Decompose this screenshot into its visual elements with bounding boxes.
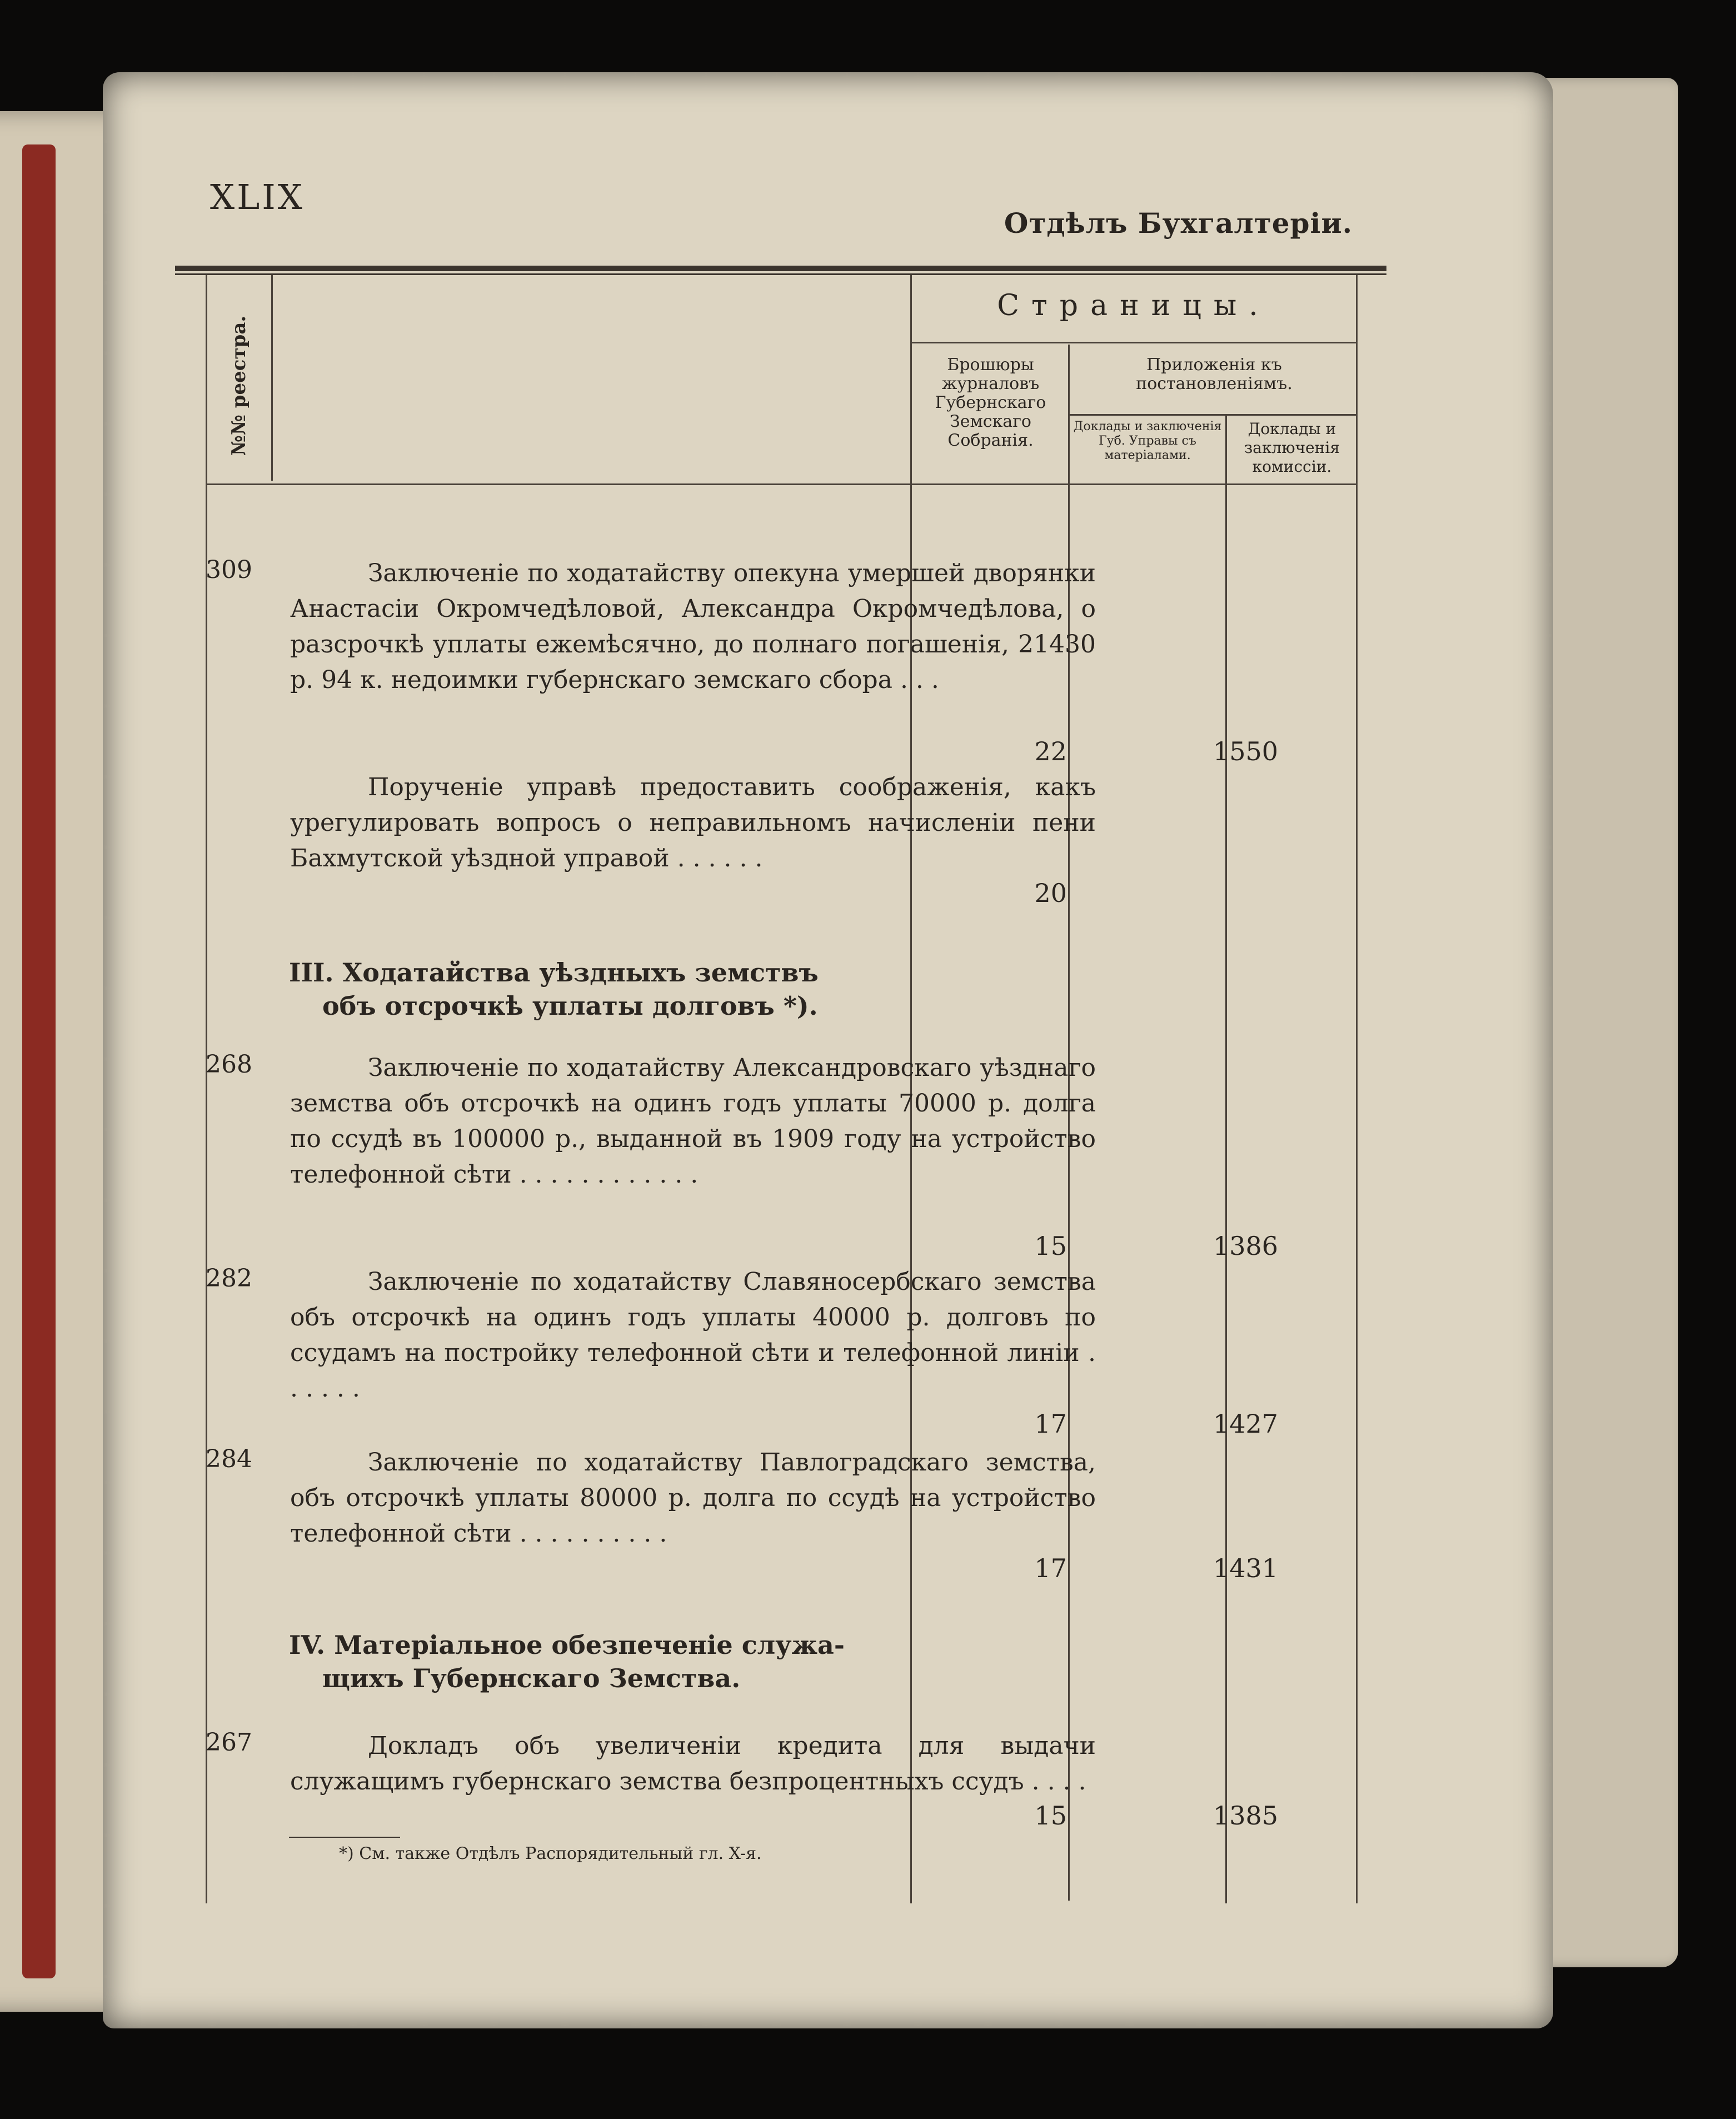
reports-board-header: Доклады и заключенія Губ. Управы съ матеріалами. bbox=[1073, 420, 1222, 462]
entry-text: Заключеніе по ходатайству Александровскаго уѣзднаго земства объ отсрочкѣ на одинъ годъ уплаты 70000 р. долга по ссудѣ въ 100000 р., выданной въ 1909 году на устройство телефонной сѣти . . . . . . . . . . . . bbox=[290, 1054, 1096, 1189]
header-sep-pages bbox=[911, 342, 1356, 343]
footnote-rule bbox=[289, 1837, 400, 1838]
table-border-num bbox=[271, 275, 273, 481]
entry-text: Докладъ объ увеличеніи кредита для выдачи служащимъ губернскаго земства безпроцентныхъ ссудъ . . . . bbox=[290, 1732, 1096, 1796]
section-heading bbox=[289, 1628, 945, 1695]
brochure-page: 20 bbox=[1034, 878, 1067, 908]
heading-line: объ отсрочкѣ уплаты долговъ *). bbox=[322, 991, 818, 1021]
heading-line: щихъ Губернскаго Земства. bbox=[322, 1663, 741, 1693]
table-border-left bbox=[206, 275, 207, 1903]
entry-text: Порученіе управѣ предоставить соображенія, какъ урегулировать вопросъ о неправильномъ начисленіи пени Бахмутской уѣздной управой . . . . . . bbox=[290, 773, 1096, 872]
entry-text: Заключеніе по ходатайству Славяносербскаго земства объ отсрочкѣ на одинъ годъ уплаты 40000 р. долговъ по ссудамъ на постройку телефонной сѣти и телефонной линіи . . . . . . bbox=[290, 1268, 1096, 1403]
registry-number: 309 bbox=[206, 556, 252, 584]
header-sep-appendices bbox=[1070, 414, 1356, 416]
registry-number: 267 bbox=[206, 1728, 252, 1757]
footnote: *) См. также Отдѣлъ Распорядительный гл. X-я. bbox=[339, 1844, 762, 1863]
registry-number: 268 bbox=[206, 1050, 252, 1079]
brochure-page: 17 bbox=[1034, 1553, 1067, 1583]
page-number: XLIX bbox=[210, 177, 305, 217]
section-heading bbox=[289, 956, 945, 1023]
appendix-page: 1386 bbox=[1213, 1231, 1278, 1261]
reports-commission-header: Доклады и заключенія комиссіи. bbox=[1244, 420, 1340, 476]
header-rule-thin bbox=[175, 273, 1386, 275]
appendix-page: 1431 bbox=[1213, 1553, 1278, 1583]
appendix-page: 1385 bbox=[1213, 1801, 1278, 1831]
entry-text: Заключеніе по ходатайству Павлоградскаго земства, объ отсрочкѣ уплаты 80000 р. долга по ссудѣ на устройство телефонной сѣти . . . . . . . . . . bbox=[290, 1448, 1096, 1548]
header-sep-bottom bbox=[206, 483, 1356, 485]
appendix-page: 1550 bbox=[1213, 736, 1278, 766]
appendices-header: Приложенія къ постановленіямъ. bbox=[1136, 355, 1293, 393]
entry-text: Заключеніе по ходатайству опекуна умершей дворянки Анастасіи Окромчедѣловой, Александра Окромчедѣлова, о разсрочкѣ уплаты ежемѣсячно, до полнаго погашенія, 21430 р. 94 к. недоимки губернскаго земскаго сбора . . . bbox=[290, 559, 1096, 694]
brochure-page: 15 bbox=[1034, 1801, 1067, 1831]
registry-number: 284 bbox=[206, 1445, 252, 1473]
brochure-page: 22 bbox=[1034, 736, 1067, 766]
section-title: Отдѣлъ Бухгалтеріи. bbox=[1004, 207, 1353, 240]
brochures-header: Брошюры журналовъ Губернскаго Земскаго Собранія. bbox=[935, 355, 1046, 450]
header-rule bbox=[175, 266, 1386, 271]
appendix-page: 1427 bbox=[1213, 1409, 1278, 1439]
pages-header: Страницы. bbox=[997, 289, 1270, 322]
registry-number: 282 bbox=[206, 1264, 252, 1293]
heading-line: III. Ходатайства уѣздныхъ земствъ bbox=[289, 958, 819, 988]
table-border-right bbox=[1356, 275, 1358, 1903]
registry-header: №№ реестра. bbox=[228, 315, 250, 456]
brochure-page: 15 bbox=[1034, 1231, 1067, 1261]
brochure-page: 17 bbox=[1034, 1409, 1067, 1439]
table-border-col2 bbox=[1225, 414, 1227, 1903]
heading-line: IV. Матеріальное обезпеченіе служа- bbox=[289, 1630, 845, 1660]
book-spine bbox=[22, 144, 56, 1978]
